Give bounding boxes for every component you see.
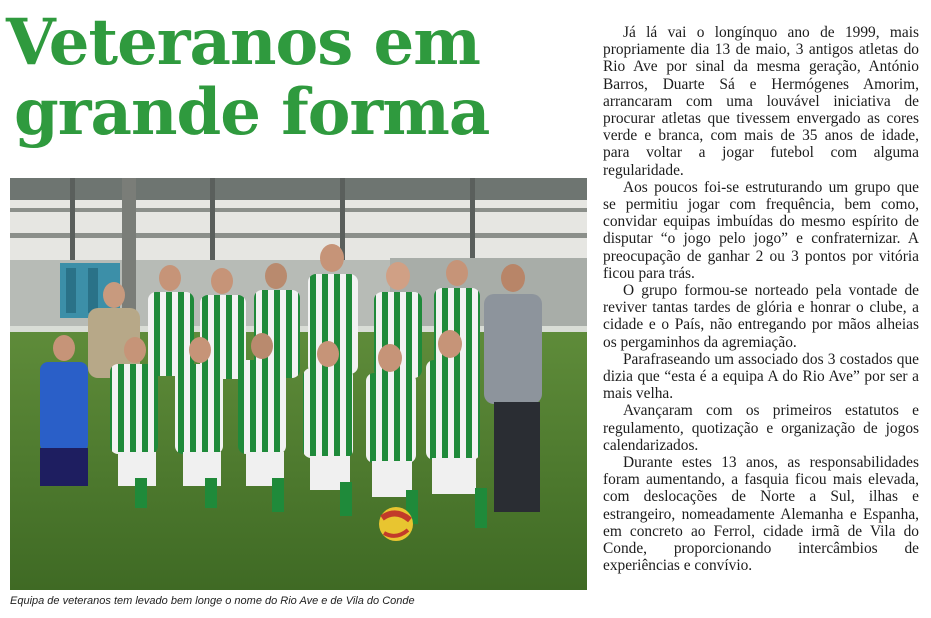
- article-paragraph: O grupo formou-se norteado pela vontade de reviver tantas tardes de glória e honrar o clube, a cidade e o País, não entregando por mãos alheias os pergaminhos da agremiação.: [603, 282, 919, 351]
- article-paragraph: Avançaram com os primeiros estatutos e regulamento, quotização e organização de jogos calendarizados.: [603, 402, 919, 454]
- team-photo-illustration: [10, 178, 587, 590]
- article-paragraph: Durante estes 13 anos, as responsabilidades foram aumentando, a fasquia ficou mais elevada, com deslocações de Norte a Sul, ilhas e estrangeiro, nomeadamente Alemanha e Espanha, em concreto ao Ferrol, cidade irmã de Vila do Conde, proporcionando intercâmbios de experiências e convívio.: [603, 454, 919, 575]
- headline: [6, 5, 596, 150]
- headline-line-1: Veteranos em: [6, 5, 480, 80]
- article-paragraph: Aos poucos foi-se estruturando um grupo que se permitiu jogar com frequência, bem como, convidar equipas imbuídas do mesmo espírito de disputar “o jogo pelo jogo” e confraternizar. A preocupação de ganhar 2 ou 3 pontos por vitória ficou para trás.: [603, 178, 919, 282]
- article-body: [603, 24, 919, 618]
- photo-caption: Equipa de veteranos tem levado bem longe o nome do Rio Ave e de Vila do Conde: [10, 595, 415, 607]
- football-icon: [379, 507, 413, 541]
- headline-line-2: grande forma: [14, 75, 490, 150]
- article-paragraph: Parafraseando um associado dos 3 costados que dizia que “esta é a equipa A do Rio Ave” por ser a mais velha.: [603, 350, 919, 403]
- team-photo: [10, 178, 587, 590]
- article-paragraph: Já lá vai o longínquo ano de 1999, mais propriamente dia 13 de maio, 3 antigos atletas do Rio Ave por sinal da mesma geração, António Barros, Duarte Sá e Hermógenes Amorim, arrancaram com uma louvável iniciativa de procurar atletas que tivessem envergado as cores verde e branca, com mais de 35 anos de idade, para voltar a jogar futebol com alguma regularidade.: [603, 24, 919, 179]
